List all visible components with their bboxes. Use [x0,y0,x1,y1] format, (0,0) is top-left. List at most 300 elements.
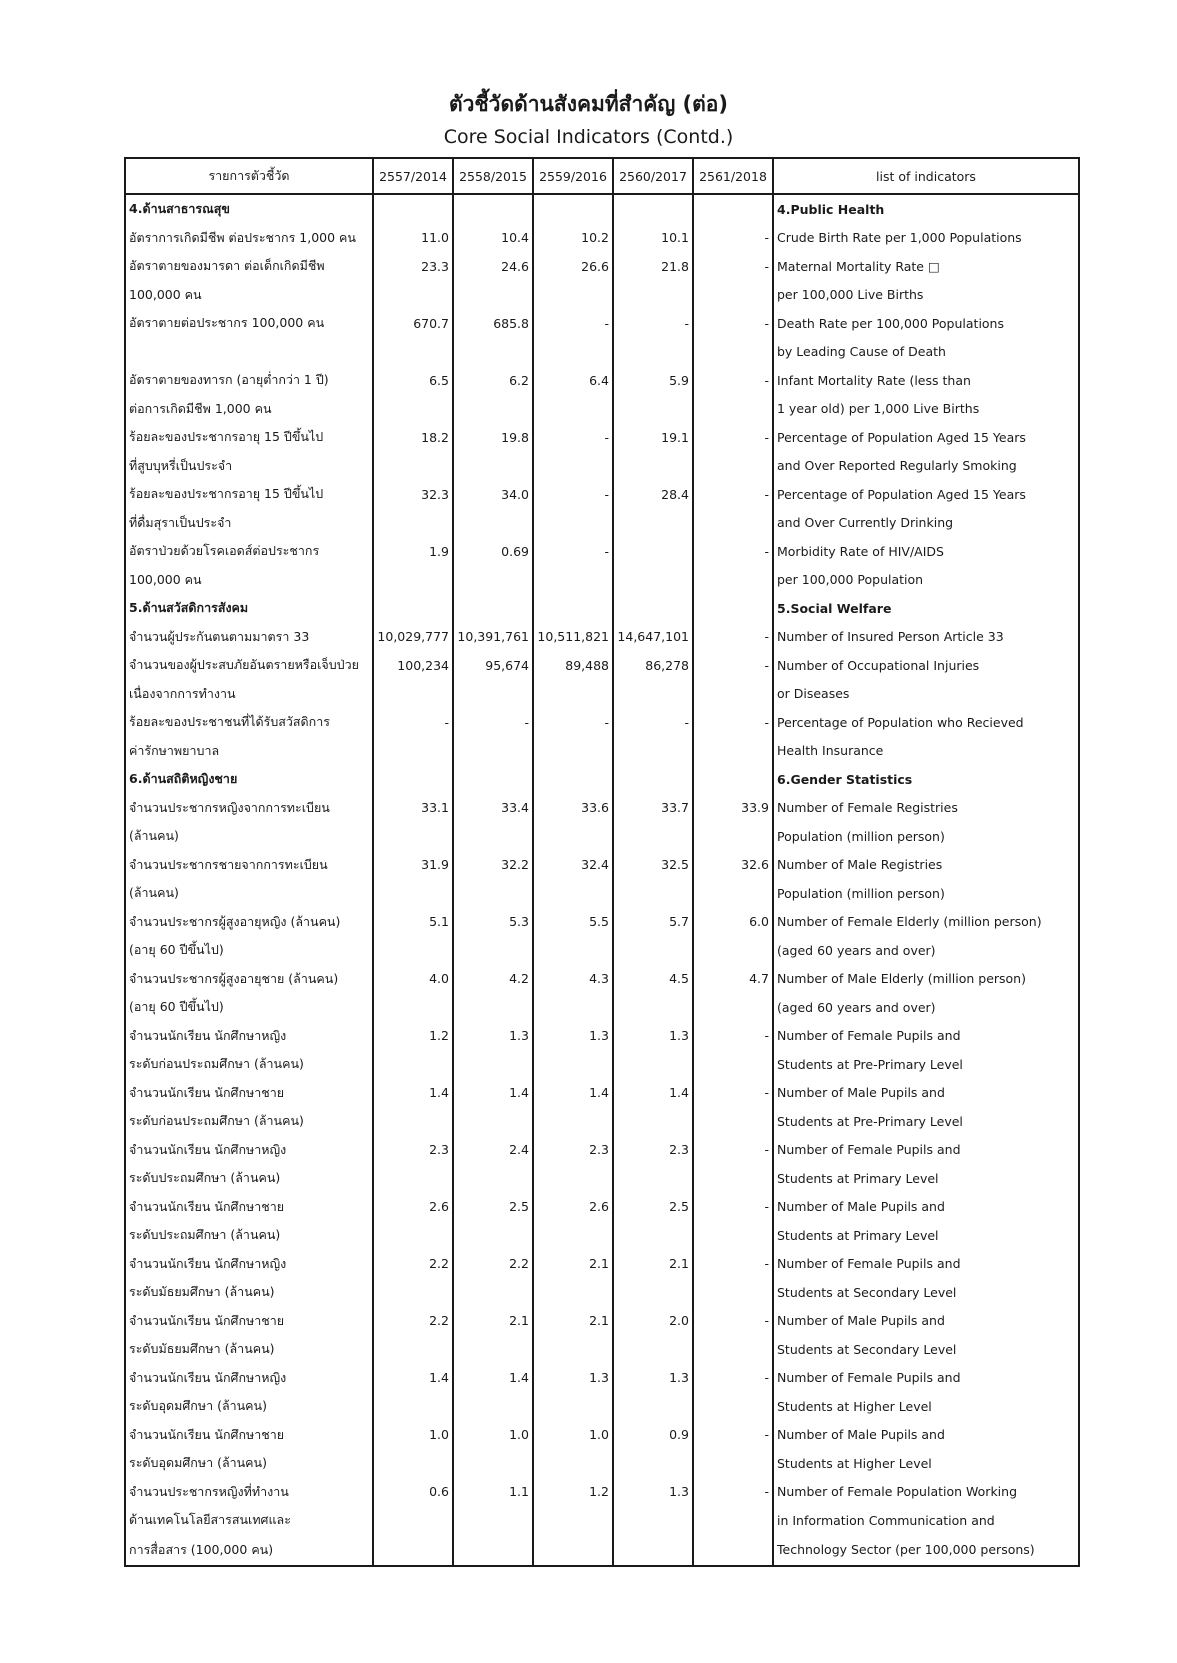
value-cell: - [693,423,773,452]
indicator-thai-cell: ระดับมัธยมศึกษา (ล้านคน) [125,1278,373,1307]
table-row [125,1278,1079,1307]
value-cell [453,281,533,310]
indicator-thai-cell: ระดับประถมศึกษา (ล้านคน) [125,1221,373,1250]
value-cell [693,509,773,538]
value-cell [373,1278,453,1307]
value-cell [613,936,693,965]
value-cell [453,452,533,481]
value-cell [613,737,693,766]
value-cell [373,936,453,965]
value-cell: 2.2 [373,1307,453,1336]
indicator-thai-cell: จำนวนนักเรียน นักศึกษาชาย [125,1421,373,1450]
value-cell [693,1506,773,1535]
indicator-english-cell: Number of Female Pupils and [773,1364,1079,1393]
value-cell [613,194,693,224]
value-cell [373,1392,453,1421]
value-cell: 2.3 [613,1136,693,1165]
value-cell: 1.0 [533,1421,613,1450]
indicator-english-cell: Morbidity Rate of HIV/AIDS [773,537,1079,566]
table-row [125,965,1079,994]
value-cell: 33.1 [373,794,453,823]
value-cell: 1.3 [533,1022,613,1051]
value-cell [613,1164,693,1193]
value-cell [693,395,773,424]
indicator-english-cell: Number of Male Pupils and [773,1079,1079,1108]
table-row [125,908,1079,937]
indicator-english-cell: 4.Public Health [773,194,1079,224]
value-cell [533,1221,613,1250]
value-cell: - [693,1364,773,1393]
value-cell [373,1449,453,1478]
value-cell: 31.9 [373,851,453,880]
indicator-thai-cell: เนื่องจากการทำงาน [125,680,373,709]
indicator-thai-cell: การสื่อสาร (100,000 คน) [125,1535,373,1566]
value-cell: 5.1 [373,908,453,937]
value-cell [693,737,773,766]
indicator-thai-cell: 4.ด้านสาธารณสุข [125,194,373,224]
value-cell [453,594,533,623]
indicator-english-cell: Students at Pre-Primary Level [773,1050,1079,1079]
value-cell [613,1449,693,1478]
indicator-thai-cell: ร้อยละของประชากรอายุ 15 ปีขึ้นไป [125,423,373,452]
indicator-english-cell: Number of Insured Person Article 33 [773,623,1079,652]
indicator-english-cell: Number of Female Pupils and [773,1136,1079,1165]
indicator-english-cell: Percentage of Population Aged 15 Years [773,423,1079,452]
value-cell: 685.8 [453,309,533,338]
table-row [125,1364,1079,1393]
indicator-thai-cell: จำนวนประชากรหญิงจากการทะเบียน [125,794,373,823]
value-cell [453,765,533,794]
indicator-english-cell: Number of Male Pupils and [773,1421,1079,1450]
value-cell: 2.2 [453,1250,533,1279]
value-cell [613,822,693,851]
table-row [125,281,1079,310]
header-year-2015: 2558/2015 [453,158,533,194]
value-cell: 0.9 [613,1421,693,1450]
value-cell: - [693,366,773,395]
value-cell: - [373,708,453,737]
value-cell: - [693,252,773,281]
value-cell [373,338,453,367]
indicator-thai-cell: ที่สูบบุหรี่เป็นประจำ [125,452,373,481]
value-cell [373,1164,453,1193]
value-cell: - [693,480,773,509]
value-cell [453,680,533,709]
value-cell [693,1335,773,1364]
header-year-2017: 2560/2017 [613,158,693,194]
indicator-english-cell: Number of Female Registries [773,794,1079,823]
table-row [125,395,1079,424]
table-row [125,851,1079,880]
indicators-table [124,157,1080,1567]
value-cell [613,879,693,908]
value-cell [693,452,773,481]
indicator-english-cell: Infant Mortality Rate (less than [773,366,1079,395]
value-cell: 2.6 [533,1193,613,1222]
indicator-thai-cell: จำนวนประชากรชายจากการทะเบียน [125,851,373,880]
value-cell [373,1050,453,1079]
value-cell: 10,391,761 [453,623,533,652]
table-row [125,794,1079,823]
header-indicator-thai: รายการตัวชี้วัด [125,158,373,194]
value-cell [613,395,693,424]
indicator-english-cell: Number of Male Elderly (million person) [773,965,1079,994]
value-cell [533,680,613,709]
section-row [125,765,1079,794]
indicator-thai-cell [125,338,373,367]
indicator-thai-cell: ระดับอุดมศึกษา (ล้านคน) [125,1449,373,1478]
table-row [125,452,1079,481]
value-cell [613,281,693,310]
value-cell: - [693,1307,773,1336]
value-cell: 19.8 [453,423,533,452]
indicator-english-cell: Technology Sector (per 100,000 persons) [773,1535,1079,1566]
table-row [125,651,1079,680]
value-cell: 14,647,101 [613,623,693,652]
indicator-thai-cell: จำนวนประชากรหญิงที่ทำงาน [125,1478,373,1507]
value-cell [373,765,453,794]
value-cell: 4.7 [693,965,773,994]
value-cell: 10,511,821 [533,623,613,652]
table-row [125,1193,1079,1222]
value-cell [533,1535,613,1566]
table-row [125,1136,1079,1165]
indicator-english-cell: Students at Primary Level [773,1221,1079,1250]
indicator-thai-cell: (อายุ 60 ปีขึ้นไป) [125,936,373,965]
indicator-thai-cell: ระดับก่อนประถมศึกษา (ล้านคน) [125,1107,373,1136]
indicator-english-cell: or Diseases [773,680,1079,709]
value-cell: 2.6 [373,1193,453,1222]
indicator-thai-cell: จำนวนผู้ประกันตนตามมาตรา 33 [125,623,373,652]
indicator-thai-cell: อัตราตายของมารดา ต่อเด็กเกิดมีชีพ [125,252,373,281]
value-cell [533,194,613,224]
indicator-english-cell: Number of Female Pupils and [773,1022,1079,1051]
table-row [125,993,1079,1022]
page-title-english: Core Social Indicators (Contd.) [443,126,734,148]
indicator-english-cell: in Information Communication and [773,1506,1079,1535]
value-cell: 10.4 [453,224,533,253]
value-cell [693,680,773,709]
table-row [125,1307,1079,1336]
table-row [125,509,1079,538]
indicator-thai-cell: (ล้านคน) [125,822,373,851]
value-cell [613,1392,693,1421]
table-row [125,737,1079,766]
section-row [125,194,1079,224]
table-row [125,1250,1079,1279]
value-cell [373,281,453,310]
value-cell: 0.6 [373,1478,453,1507]
table-row [125,680,1079,709]
value-cell: 24.6 [453,252,533,281]
indicator-thai-cell: จำนวนนักเรียน นักศึกษาชาย [125,1193,373,1222]
section-row [125,594,1079,623]
table-row [125,224,1079,253]
value-cell [693,993,773,1022]
value-cell [373,594,453,623]
value-cell: 6.4 [533,366,613,395]
value-cell: - [533,309,613,338]
indicator-thai-cell: อัตราป่วยด้วยโรคเอดส์ต่อประชากร [125,537,373,566]
value-cell [613,993,693,1022]
value-cell [373,1107,453,1136]
indicator-english-cell: Number of Male Pupils and [773,1193,1079,1222]
value-cell: - [533,537,613,566]
value-cell: 2.5 [613,1193,693,1222]
indicator-thai-cell: ระดับอุดมศึกษา (ล้านคน) [125,1392,373,1421]
table-row [125,566,1079,595]
value-cell: 10,029,777 [373,623,453,652]
indicator-thai-cell: จำนวนนักเรียน นักศึกษาหญิง [125,1022,373,1051]
table-row [125,623,1079,652]
value-cell: 1.3 [533,1364,613,1393]
value-cell: 33.6 [533,794,613,823]
value-cell [613,1107,693,1136]
value-cell [533,822,613,851]
indicator-thai-cell: ที่ดื่มสุราเป็นประจำ [125,509,373,538]
indicator-thai-cell: 5.ด้านสวัสดิการสังคม [125,594,373,623]
indicator-english-cell: Students at Higher Level [773,1392,1079,1421]
value-cell [613,537,693,566]
value-cell: - [693,623,773,652]
indicator-thai-cell: ค่ารักษาพยาบาล [125,737,373,766]
value-cell: 0.69 [453,537,533,566]
table-row [125,1478,1079,1507]
value-cell: - [613,309,693,338]
value-cell: 2.3 [533,1136,613,1165]
indicator-english-cell: Number of Female Pupils and [773,1250,1079,1279]
value-cell [533,281,613,310]
indicator-english-cell: Students at Pre-Primary Level [773,1107,1079,1136]
value-cell: 32.4 [533,851,613,880]
value-cell [453,1506,533,1535]
value-cell [453,194,533,224]
value-cell [453,1278,533,1307]
indicator-thai-cell: ระดับประถมศึกษา (ล้านคน) [125,1164,373,1193]
indicator-thai-cell: ร้อยละของประชาชนที่ได้รับสวัสดิการ [125,708,373,737]
value-cell: - [693,224,773,253]
value-cell: 2.4 [453,1136,533,1165]
value-cell: - [613,708,693,737]
value-cell: 1.1 [453,1478,533,1507]
value-cell: 5.3 [453,908,533,937]
table-row [125,1535,1079,1566]
indicator-english-cell: Number of Male Registries [773,851,1079,880]
value-cell [693,879,773,908]
value-cell: - [693,1022,773,1051]
value-cell [453,1164,533,1193]
value-cell: 33.4 [453,794,533,823]
indicator-thai-cell: จำนวนนักเรียน นักศึกษาชาย [125,1307,373,1336]
indicator-thai-cell: ร้อยละของประชากรอายุ 15 ปีขึ้นไป [125,480,373,509]
indicator-english-cell: Percentage of Population Aged 15 Years [773,480,1079,509]
value-cell: 2.0 [613,1307,693,1336]
indicator-thai-cell: จำนวนประชากรผู้สูงอายุชาย (ล้านคน) [125,965,373,994]
value-cell [533,566,613,595]
value-cell [453,936,533,965]
table-row [125,1392,1079,1421]
value-cell [373,1506,453,1535]
value-cell: 19.1 [613,423,693,452]
value-cell: 6.2 [453,366,533,395]
indicator-english-cell: Crude Birth Rate per 1,000 Populations [773,224,1079,253]
value-cell [453,1050,533,1079]
value-cell: 2.1 [453,1307,533,1336]
value-cell [453,993,533,1022]
value-cell [453,509,533,538]
value-cell [453,566,533,595]
table-row [125,822,1079,851]
value-cell: 4.5 [613,965,693,994]
indicator-english-cell: and Over Reported Regularly Smoking [773,452,1079,481]
table-row [125,366,1079,395]
value-cell: - [693,651,773,680]
indicator-english-cell: per 100,000 Population [773,566,1079,595]
value-cell: 33.7 [613,794,693,823]
value-cell [533,1449,613,1478]
value-cell: 1.4 [373,1364,453,1393]
value-cell [453,1107,533,1136]
value-cell [693,281,773,310]
header-year-2018: 2561/2018 [693,158,773,194]
value-cell [693,1221,773,1250]
value-cell: 6.5 [373,366,453,395]
value-cell [533,594,613,623]
value-cell: - [453,708,533,737]
value-cell: 2.1 [533,1307,613,1336]
table-row [125,879,1079,908]
value-cell [373,879,453,908]
value-cell [373,680,453,709]
indicator-thai-cell: ระดับมัธยมศึกษา (ล้านคน) [125,1335,373,1364]
table-row [125,309,1079,338]
value-cell: 11.0 [373,224,453,253]
value-cell: 1.0 [453,1421,533,1450]
indicator-english-cell: Number of Female Population Working [773,1478,1079,1507]
value-cell [693,1278,773,1307]
indicator-thai-cell: จำนวนของผู้ประสบภัยอันตรายหรือเจ็บป่วย [125,651,373,680]
value-cell [613,765,693,794]
value-cell [453,1535,533,1566]
indicator-thai-cell: (ล้านคน) [125,879,373,908]
value-cell: 32.6 [693,851,773,880]
value-cell [693,1107,773,1136]
value-cell [373,993,453,1022]
value-cell [453,1221,533,1250]
value-cell [693,1392,773,1421]
value-cell: - [693,1421,773,1450]
value-cell [613,338,693,367]
indicator-english-cell: Number of Female Elderly (million person) [773,908,1079,937]
value-cell [373,1335,453,1364]
indicator-thai-cell: อัตราตายต่อประชากร 100,000 คน [125,309,373,338]
value-cell [613,1506,693,1535]
indicator-thai-cell: ด้านเทคโนโลยีสารสนเทศและ [125,1506,373,1535]
table-row [125,1079,1079,1108]
value-cell [453,1392,533,1421]
value-cell [613,1278,693,1307]
table-row [125,936,1079,965]
value-cell [693,822,773,851]
value-cell: 32.2 [453,851,533,880]
value-cell: 1.3 [613,1364,693,1393]
table-row [125,423,1079,452]
value-cell: - [693,1136,773,1165]
value-cell [453,879,533,908]
value-cell [453,737,533,766]
value-cell [373,1535,453,1566]
value-cell: 28.4 [613,480,693,509]
value-cell: 33.9 [693,794,773,823]
value-cell: 4.3 [533,965,613,994]
indicator-english-cell: Death Rate per 100,000 Populations [773,309,1079,338]
value-cell: - [693,1193,773,1222]
table-header-row [125,158,1079,194]
table-row [125,1449,1079,1478]
indicator-thai-cell: 100,000 คน [125,566,373,595]
value-cell [693,936,773,965]
value-cell: - [693,309,773,338]
value-cell [533,765,613,794]
value-cell: 86,278 [613,651,693,680]
value-cell [613,594,693,623]
indicator-english-cell: Students at Secondary Level [773,1278,1079,1307]
value-cell: 10.2 [533,224,613,253]
indicator-thai-cell: อัตราตายของทารก (อายุต่ำกว่า 1 ปี) [125,366,373,395]
indicator-thai-cell: จำนวนนักเรียน นักศึกษาชาย [125,1079,373,1108]
value-cell [373,452,453,481]
indicator-thai-cell: จำนวนนักเรียน นักศึกษาหญิง [125,1136,373,1165]
value-cell: 5.7 [613,908,693,937]
value-cell [613,680,693,709]
value-cell: 2.1 [533,1250,613,1279]
value-cell: - [693,1250,773,1279]
value-cell [693,1050,773,1079]
indicator-english-cell: by Leading Cause of Death [773,338,1079,367]
table-row [125,1107,1079,1136]
value-cell: 1.3 [453,1022,533,1051]
indicator-english-cell: (aged 60 years and over) [773,936,1079,965]
indicator-thai-cell: 6.ด้านสถิติหญิงชาย [125,765,373,794]
value-cell: 4.2 [453,965,533,994]
table-row [125,480,1079,509]
indicator-thai-cell: อัตราการเกิดมีชีพ ต่อประชากร 1,000 คน [125,224,373,253]
table-row [125,1506,1079,1535]
indicator-english-cell: Health Insurance [773,737,1079,766]
value-cell [373,1221,453,1250]
table-row [125,537,1079,566]
value-cell [453,338,533,367]
value-cell: 1.3 [613,1022,693,1051]
value-cell [453,395,533,424]
value-cell [533,1278,613,1307]
indicator-english-cell: and Over Currently Drinking [773,509,1079,538]
value-cell [613,509,693,538]
value-cell [373,194,453,224]
value-cell [533,1107,613,1136]
indicator-thai-cell: ระดับก่อนประถมศึกษา (ล้านคน) [125,1050,373,1079]
value-cell: 6.0 [693,908,773,937]
value-cell [533,936,613,965]
value-cell [693,566,773,595]
value-cell [613,452,693,481]
value-cell: 1.0 [373,1421,453,1450]
indicator-english-cell: per 100,000 Live Births [773,281,1079,310]
value-cell: 1.4 [533,1079,613,1108]
table-row [125,1421,1079,1450]
indicator-thai-cell: 100,000 คน [125,281,373,310]
indicator-english-cell: Number of Male Pupils and [773,1307,1079,1336]
